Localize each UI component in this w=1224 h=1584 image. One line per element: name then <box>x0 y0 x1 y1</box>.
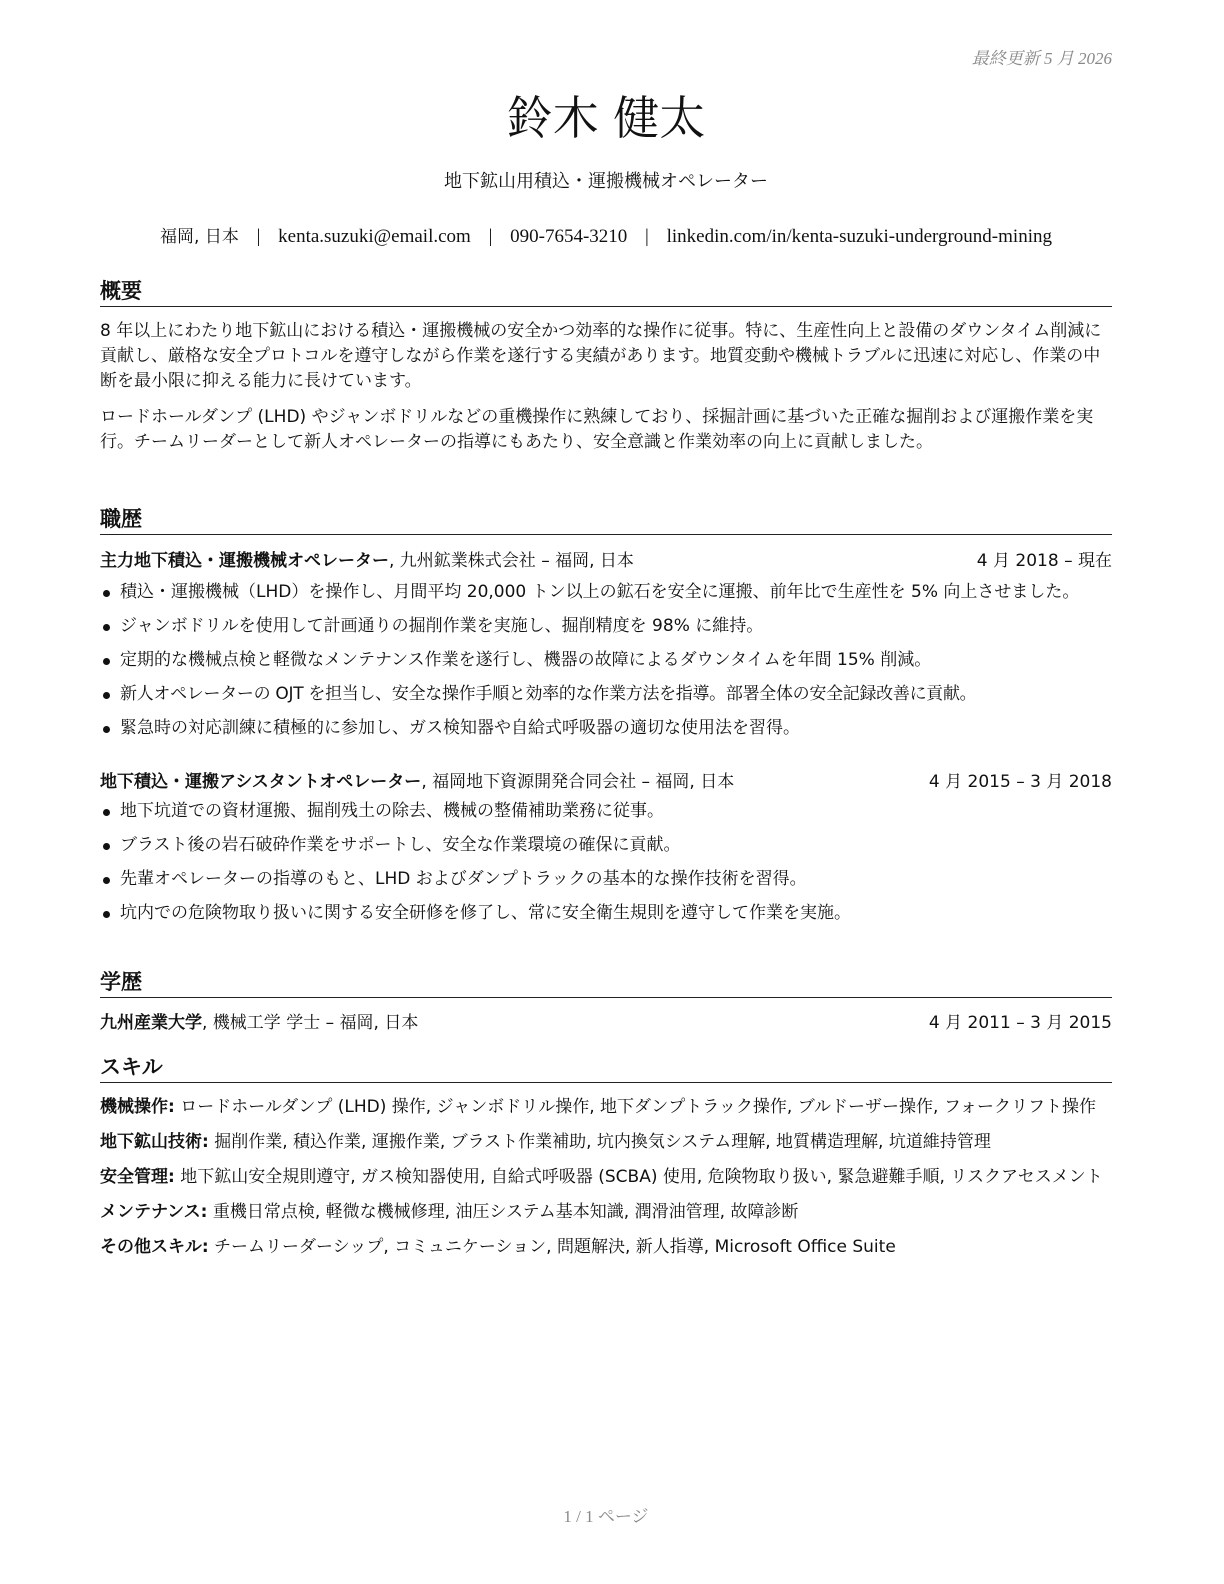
separator: | <box>256 226 261 247</box>
bullet-icon <box>103 809 110 816</box>
section-heading-education: 学歴 <box>100 967 1112 998</box>
skill-label: メンテナンス: <box>100 1202 208 1222</box>
bullet-text: ブラスト後の岩石破砕作業をサポートし、安全な作業環境の確保に貢献。 <box>120 835 681 855</box>
education-entry <box>100 1010 1112 1036</box>
bullet-text: 新人オペレーターの OJT を担当し、安全な操作手順と効率的な作業方法を指導。部署全体の安全記録改善に貢献。 <box>120 684 977 704</box>
bullet-text: 緊急時の対応訓練に積極的に参加し、ガス検知器や自給式呼吸器の適切な使用法を習得。 <box>120 718 800 738</box>
bullet-text: 坑内での危険物取り扱いに関する安全研修を修了し、常に安全衛生規則を遵守して作業を実施。 <box>120 903 851 923</box>
education-section <box>100 967 1112 1036</box>
skill-value: 掘削作業, 積込作業, 運搬作業, ブラスト作業補助, 坑内換気システム理解, 地質構造理解, 坑道維持管理 <box>208 1132 991 1152</box>
separator: | <box>645 226 649 247</box>
bullet-icon <box>103 590 110 597</box>
education-school-detail <box>100 1010 418 1036</box>
list-item <box>100 867 1112 892</box>
job-dates: 4 月 2015 – 3 月 2018 <box>928 772 1112 792</box>
list-item <box>100 799 1112 824</box>
job-entry <box>100 769 1112 926</box>
job-entry <box>100 548 1112 741</box>
education-dates: 4 月 2011 – 3 月 2015 <box>928 1013 1112 1033</box>
bullet-text: 地下坑道での資材運搬、掘削残土の除去、機械の整備補助業務に従事。 <box>120 801 664 821</box>
summary-paragraph: ロードホールダンプ (LHD) やジャンボドリルなどの重機操作に熟練しており、採掘計画に基づいた正確な掘削および運搬作業を実行。チームリーダーとして新人オペレーターの指導にもあたり、安全意識と作業効率の向上に貢献しました。 <box>100 407 1094 452</box>
job-company: , 福岡地下資源開発合同会社 – 福岡, 日本 <box>421 772 735 792</box>
skill-value: 重機日常点検, 軽微な機械修理, 油圧システム基本知識, 潤滑油管理, 故障診断 <box>207 1202 799 1222</box>
list-item <box>100 716 1112 741</box>
job-dates: 4 月 2018 – 現在 <box>976 551 1112 571</box>
resume-page <box>100 0 1112 1584</box>
bullet-icon <box>103 692 110 699</box>
bullet-text: 定期的な機械点検と軽微なメンテナンス作業を遂行し、機器の故障によるダウンタイムを年間 15% 削減。 <box>120 650 932 670</box>
job-role-company <box>100 548 634 574</box>
section-heading-experience: 職歴 <box>100 504 1112 535</box>
last-updated: 最終更新 5 月 2026 <box>971 49 1112 68</box>
contact-phone[interactable]: 090-7654-3210 <box>510 226 628 247</box>
list-item <box>100 580 1112 605</box>
skill-row <box>100 1130 1112 1155</box>
skill-row <box>100 1095 1112 1120</box>
skill-row <box>100 1235 1112 1260</box>
bullet-text: 先輩オペレーターの指導のもと、LHD およびダンプトラックの基本的な操作技術を習得。 <box>120 869 807 889</box>
skill-label: その他スキル: <box>100 1237 209 1257</box>
section-heading-summary: 概要 <box>100 276 1112 307</box>
bullet-text: 積込・運搬機械（LHD）を操作し、月間平均 20,000 トン以上の鉱石を安全に運搬、前年比で生産性を 5% 向上させました。 <box>120 582 1080 602</box>
skill-label: 安全管理: <box>100 1167 175 1187</box>
skill-label: 機械操作: <box>100 1097 175 1117</box>
skill-value: ロードホールダンプ (LHD) 操作, ジャンボドリル操作, 地下ダンプトラック操作, ブルドーザー操作, フォークリフト操作 <box>174 1097 1096 1117</box>
candidate-name: 鈴木 健太 <box>506 91 706 145</box>
job-header <box>100 548 1112 574</box>
list-item <box>100 648 1112 673</box>
education-detail: , 機械工学 学士 – 福岡, 日本 <box>202 1013 419 1033</box>
skills-section <box>100 1052 1112 1260</box>
list-item <box>100 833 1112 858</box>
skill-row <box>100 1165 1112 1190</box>
bullet-icon <box>103 624 110 631</box>
education-school: 九州産業大学 <box>100 1013 202 1033</box>
job-title: 地下鉱山用積込・運搬機械オペレーター <box>444 171 768 192</box>
contact-location: 福岡, 日本 <box>160 227 239 247</box>
skill-value: 地下鉱山安全規則遵守, ガス検知器使用, 自給式呼吸器 (SCBA) 使用, 危険物取り扱い, 緊急避難手順, リスクアセスメント <box>174 1167 1103 1187</box>
experience-section <box>100 504 1112 926</box>
page-number: 1 / 1 ページ <box>563 1507 649 1526</box>
job-company: , 九州鉱業株式会社 – 福岡, 日本 <box>389 551 634 571</box>
bullet-icon <box>103 911 110 918</box>
job-role: 地下積込・運搬アシスタントオペレーター <box>100 772 422 792</box>
job-bullets <box>100 799 1112 926</box>
bullet-text: ジャンボドリルを使用して計画通りの掘削作業を実施し、掘削精度を 98% に維持。 <box>120 616 764 636</box>
list-item <box>100 682 1112 707</box>
bullet-icon <box>103 658 110 665</box>
separator: | <box>488 226 493 247</box>
job-header <box>100 769 1112 795</box>
skill-label: 地下鉱山技術: <box>100 1132 209 1152</box>
list-item <box>100 614 1112 639</box>
skill-row <box>100 1200 1112 1225</box>
bullet-icon <box>103 843 110 850</box>
job-role: 主力地下積込・運搬機械オペレーター <box>100 551 389 571</box>
contact-linkedin[interactable]: linkedin.com/in/kenta-suzuki-underground-mining <box>666 226 1052 247</box>
job-role-company <box>100 769 734 795</box>
contact-line <box>90 223 1122 251</box>
bullet-icon <box>103 877 110 884</box>
summary-paragraph: 8 年以上にわたり地下鉱山における積込・運搬機械の安全かつ効率的な操作に従事。特に、生産性向上と設備のダウンタイム削減に貢献し、厳格な安全プロトコルを遵守しながら作業を遂行する実績があります。地質変動や機械トラブルに迅速に対応し、作業の中断を最小限に抑える能力に長けています。 <box>100 321 1102 391</box>
skill-value: チームリーダーシップ, コミュニケーション, 問題解決, 新人指導, Microsoft Office Suite <box>208 1237 896 1257</box>
bullet-icon <box>103 726 110 733</box>
summary-section <box>100 276 1112 455</box>
section-heading-skills: スキル <box>100 1052 1112 1083</box>
job-bullets <box>100 580 1112 741</box>
list-item <box>100 901 1112 926</box>
contact-email[interactable]: kenta.suzuki@email.com <box>278 226 471 247</box>
